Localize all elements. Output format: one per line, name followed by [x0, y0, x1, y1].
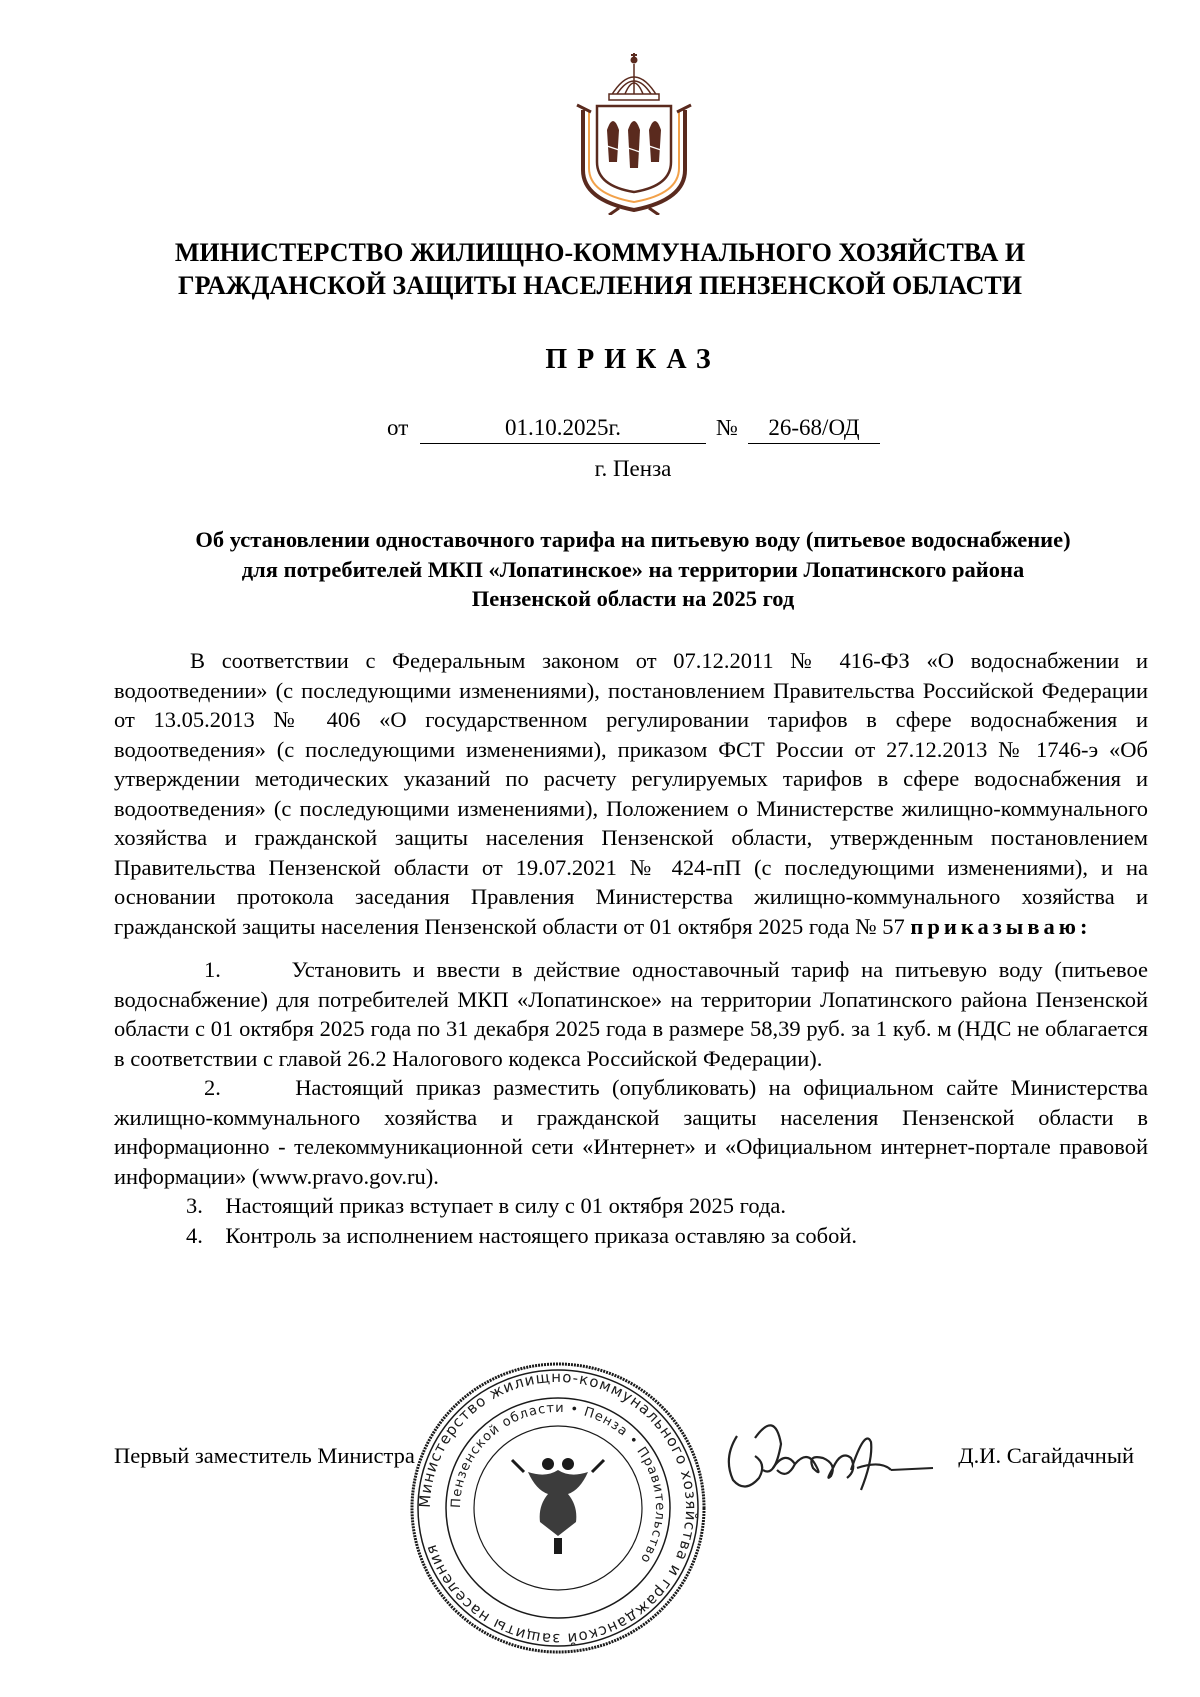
- list-item: [114, 1073, 1148, 1191]
- date-number-line: [0, 415, 1200, 449]
- item-number: 4.: [186, 1222, 203, 1248]
- preamble: [114, 646, 1148, 941]
- number-label: №: [716, 415, 738, 440]
- document-type: ПРИКАЗ: [545, 344, 721, 375]
- official-seal-icon: [408, 1360, 708, 1656]
- list-item: [114, 1221, 1148, 1251]
- item-number: 1.: [204, 957, 221, 982]
- ministry-name: [100, 236, 1100, 302]
- city: г. Пенза: [594, 456, 672, 481]
- preamble-text: В соответствии с Федеральным законом от 07.12.2011 № 416-ФЗ «О водоснабжении и водоотведении» (с последующими изменениями), постановлением Правительства Российской Федерации от 13.05.2013 № 406 «О государственном регулировании тарифов в сфере водоснабжения и водоотведения» (с последующими изменениями), приказом ФСТ России от 27.12.2013 № 1746-э «Об утверждении методических указаний по расчету регулируемых тарифов в сфере водоснабжения и водоотведения» (с последующими изменениями), Положением о Министерстве жилищно-коммунального хозяйства и гражданской защиты населения Пензенской области, утвержденным постановлением Правительства Пензенской области от 19.07.2021 № 424-пП (с последующими изменениями), и на основании протокола заседания Правления Министерства жилищно-коммунального хозяйства и гражданской защиты населения Пензенской области от 01 октября 2025 года № 57: [114, 648, 1148, 939]
- list-item: [114, 1191, 1148, 1221]
- date-value: 01.10.2025г.: [420, 415, 706, 444]
- coat-of-arms-icon: [575, 50, 693, 215]
- signer-position: Первый заместитель Министра: [114, 1443, 415, 1468]
- item-text: Настоящий приказ вступает в силу с 01 октября 2025 года.: [225, 1193, 787, 1218]
- svg-text:Министерство жилищно-коммуналь: Министерство жилищно-коммунального хозяйства и гражданской защиты населения: [415, 1367, 701, 1649]
- list-item: [114, 955, 1148, 1073]
- item-number: 3.: [186, 1193, 203, 1218]
- title-line2: для потребителей МКП «Лопатинское» на территории Лопатинского района: [241, 556, 1025, 582]
- signer-name: Д.И. Сагайдачный: [958, 1443, 1134, 1468]
- item-text: Настоящий приказ разместить (опубликовать) на официальном сайте Министерства жилищно-коммунального хозяйства и гражданской защиты населения Пензенской области в информационно - телекоммуникационной сети «Интернет» и «Официальном интернет-портале правовой информации» (www.pravo.gov.ru).: [114, 1075, 1148, 1189]
- title-line1: Об установлении одноставочного тарифа на питьевую воду (питьевое водоснабжение): [195, 527, 1071, 552]
- item-text: Контроль за исполнением настоящего приказа оставляю за собой.: [225, 1222, 858, 1248]
- date-label: от: [387, 415, 409, 440]
- ministry-name-line1: МИНИСТЕРСТВО ЖИЛИЩНО-КОММУНАЛЬНОГО ХОЗЯЙСТВА И: [174, 238, 1026, 267]
- title-line3: Пензенской области на 2025 год: [471, 586, 795, 611]
- number-value: 26-68/ОД: [748, 415, 880, 444]
- document-body: [114, 646, 1148, 1250]
- item-number: 2.: [204, 1075, 221, 1100]
- item-text: Установить и ввести в действие одноставочный тариф на питьевую воду (питьевое водоснабжение) для потребителей МКП «Лопатинское» на территории Лопатинского района Пензенской области с 01 октября 2025 года по 31 декабря 2025 года в размере 58,39 руб. за 1 куб. м (НДС не облагается в соответствии с главой 26.2 Налогового кодекса Российской Федерации).: [114, 957, 1149, 1071]
- document-title: [110, 525, 1156, 614]
- order-word: приказываю:: [910, 913, 1092, 939]
- handwritten-signature-icon: [715, 1398, 935, 1508]
- ministry-name-line2: ГРАЖДАНСКОЙ ЗАЩИТЫ НАСЕЛЕНИЯ ПЕНЗЕНСКОЙ ОБЛАСТИ: [178, 271, 1022, 300]
- svg-text:Пензенской области • Пенза • П: Пензенской области • Пенза • Правительство: [448, 1400, 668, 1567]
